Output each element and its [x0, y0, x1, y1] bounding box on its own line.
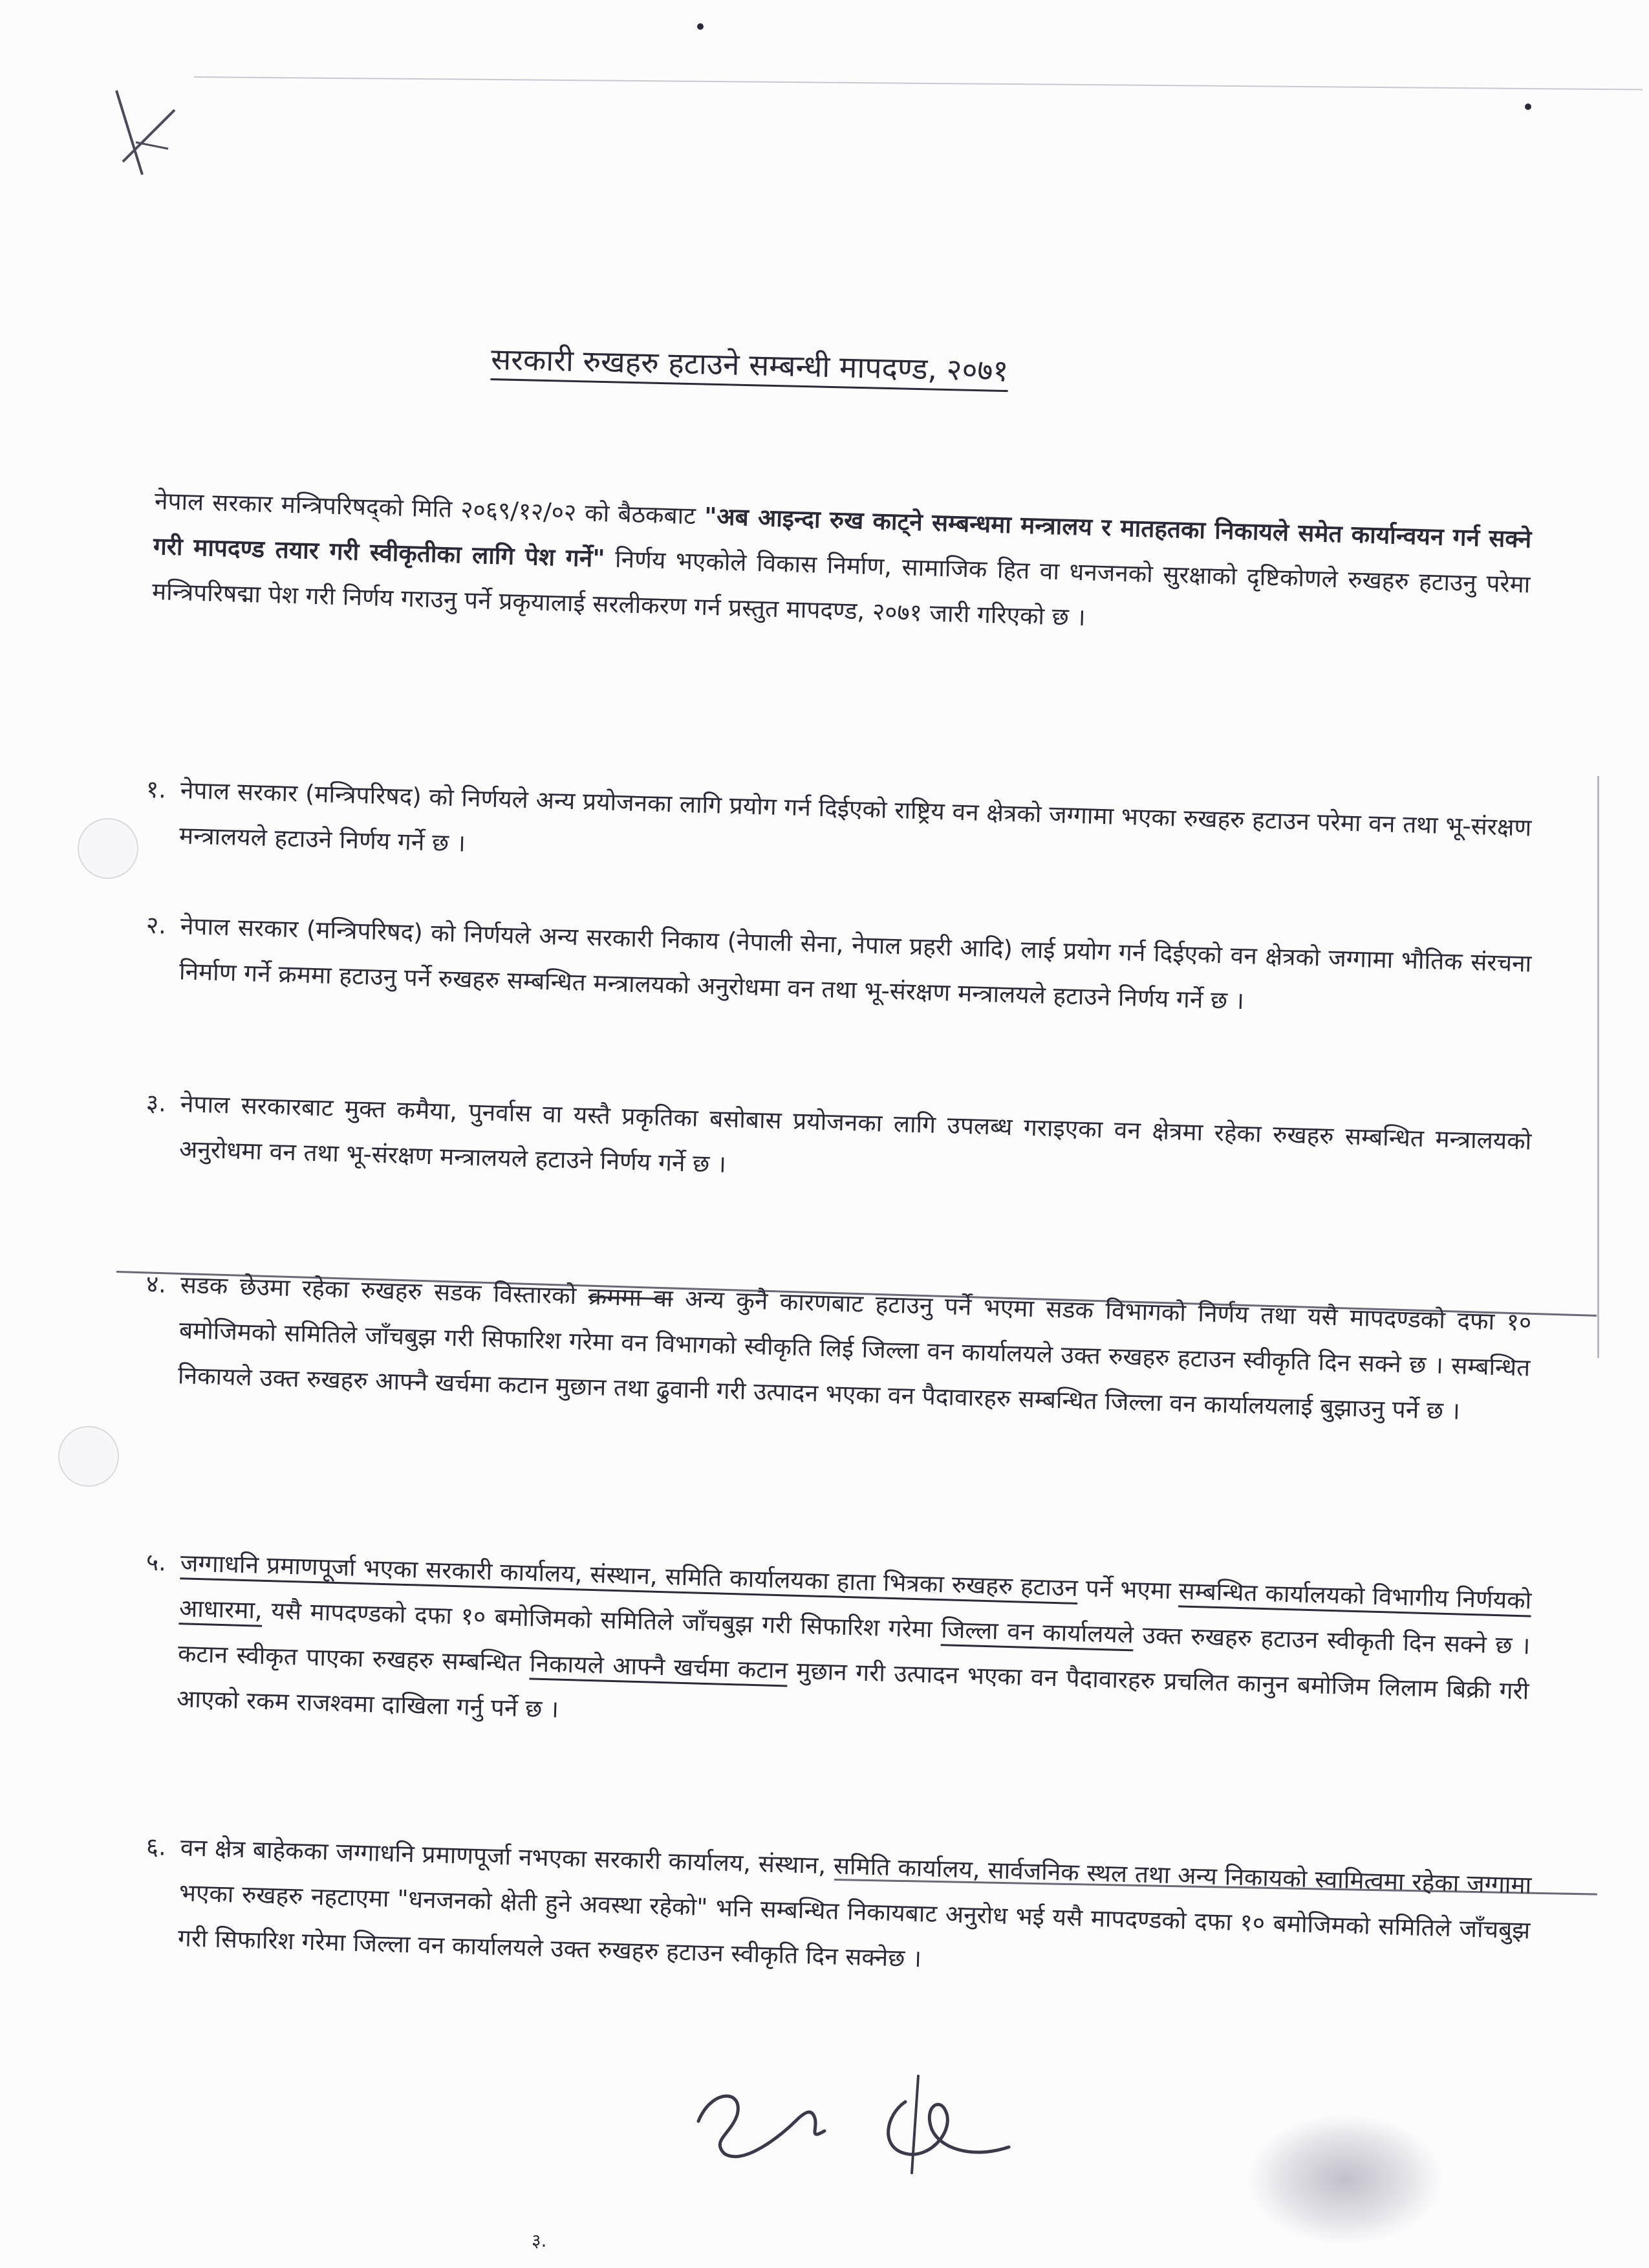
- list-item-text: वन क्षेत्र बाहेकका जग्गाधनि प्रमाणपूर्जा नभएका सरकारी कार्यालय, संस्थान, समिति कार्यालय, सार्वजनिक स्थल तथा अन्य निकायको स्वामित्वमा रहेका जग्गामा भएका रुखहरु नहटाएमा "धनजनको क्षेती हुने अवस्था रहेको" भनि सम्बन्धित निकायबाट अनुरोध भई यसै मापदण्डको दफा १० बमोजिमको समितिले जाँचबुझ गरी सिफारिश गरेमा जिल्ला वन कार्यालयले उक्त रुखहरु हटाउन स्वीकृति दिन सक्नेछ ।: [177, 1833, 1532, 1973]
- ink-dot: [697, 23, 704, 30]
- underlined-text: निकायले आफ्नै खर्चमा कटान: [529, 1649, 788, 1685]
- list-item: [125, 1824, 1532, 1999]
- punch-hole-mark: [58, 1426, 119, 1487]
- list-item-number: ६.: [146, 1832, 167, 1861]
- list-item-text-part: उक्त रुखहरु हटाउन स्वीकृती दिन सक्ने छ । कटान स्वीकृत पाएका रुखहरु सम्बन्धित: [177, 1621, 1531, 1678]
- list-item: [127, 766, 1532, 896]
- list-item-text-part: अन्य कुनै कारणबाट हटाउनु पर्ने भएमा सडक विभागको निर्णय तथा यसै मापदण्डको दफा १० बमोजिमको समितिले जाँचबुझ गरी सिफारिश गरेमा वन विभागको स्वीकृति लिई जिल्ला वन कार्यालयले उक्त रुखहरु हटाउन स्वीकृति दिन सक्ने छ । सम्बन्धित निकायले उक्त रुखहरु आफ्नै खर्चमा कटान मुछान तथा ढुवानी गरी उत्पादन भएका वन पैदावारहरु सम्बन्धित जिल्ला वन कार्यालयलाई बुझाउनु पर्ने छ ।: [177, 1284, 1532, 1425]
- underlined-text: सम्बन्धित कार्यालयको विभागीय निर्णयको आधारमा,: [178, 1577, 1532, 1625]
- document-title: सरकारी रुखहरु हटाउने सम्बन्धी मापदण्ड, २०७१: [490, 341, 1009, 389]
- list-item-number: ५.: [146, 1548, 167, 1577]
- corner-tick-mark: [103, 65, 194, 181]
- list-item-text-part: मुछान गरी उत्पादन भएका वन पैदावारहरु प्रचलित कानुन बमोजिम लिलाम बिक्री गरी आएको रकम राजश्वमा दाखिला गर्नु पर्ने छ ।: [176, 1656, 1529, 1723]
- intro-text-start: नेपाल सरकार मन्त्रिपरिषद्को मिति २०६९/१२/०२ को बैठकबाट: [154, 486, 705, 530]
- list-item-number: १.: [146, 775, 167, 804]
- intro-quoted-decision: "अब आइन्दा रुख काट्ने सम्बन्धमा मन्त्रालय र मातहतका निकायले समेत कार्यान्वयन गर्न सक्ने गरी मापदण्ड तयार गरी स्वीकृतीका लागि पेश गर्ने": [153, 502, 1532, 573]
- list-item: [127, 902, 1532, 1032]
- intro-paragraph: [151, 479, 1532, 653]
- list-item-text: [177, 1262, 1532, 1436]
- list-item-text: नेपाल सरकार (मन्त्रिपरिषद) को निर्णयले अन्य सरकारी निकाय (नेपाली सेना, नेपाल प्रहरी आदि) लाई प्रयोग गर्न दिईएको वन क्षेत्रको जग्गामा भौतिक संरचना निर्माण गर्ने क्रममा हटाउनु पर्ने रुखहरु सम्बन्धित मन्त्रालयको अनुरोधमा वन तथा भू-संरक्षण मन्त्रालयले हटाउने निर्णय गर्ने छ ।: [178, 912, 1532, 1015]
- handwritten-signatures: [685, 2063, 1048, 2179]
- scan-fold-line: [194, 76, 1643, 91]
- list-item-text: नेपाल सरकार (मन्त्रिपरिषद) को निर्णयले अन्य प्रयोजनका लागि प्रयोग गर्न दिईएको राष्ट्रिय वन क्षेत्रको जग्गामा भएका रुखहरु हटाउन परेमा वन तथा भू-संरक्षण मन्त्रालयले हटाउने निर्णय गर्ने छ ।: [178, 776, 1532, 858]
- page-number: ३.: [532, 2230, 547, 2251]
- underlined-text: जिल्ला वन कार्यालयले: [940, 1615, 1134, 1649]
- list-item-number: ३.: [146, 1088, 167, 1118]
- list-item-number: ४.: [146, 1269, 167, 1299]
- list-item: [127, 1080, 1532, 1210]
- underlined-text: जग्गाधनि प्रमाणपूर्जा भएका सरकारी कार्यालय, संस्थान, समिति कार्यालयका हाता भित्रका रुखहरु हटाउन: [180, 1549, 1079, 1602]
- list-item: [124, 1539, 1532, 1759]
- struck-out-text: क्रममा वा: [588, 1282, 674, 1313]
- list-item-text-part: पर्ने भएमा: [1077, 1573, 1180, 1605]
- list-item: [125, 1261, 1532, 1436]
- list-item-text: [176, 1540, 1532, 1759]
- list-item-text-part: यसै मापदण्डको दफा १० बमोजिमको समितिले जाँचबुझ गरी सिफारिश गरेमा: [262, 1596, 942, 1644]
- stamp-smudge: [1248, 2115, 1442, 2244]
- list-item-text-part: सडक छेउमा रहेका रुखहरु सडक विस्तारको: [180, 1271, 589, 1310]
- ink-dot: [1525, 103, 1531, 110]
- list-item-number: २.: [146, 911, 167, 940]
- list-item-text: नेपाल सरकारबाट मुक्त कमैया, पुनर्वास वा यस्तै प्रकृतिका बसोबास प्रयोजनका लागि उपलब्ध गराइएका वन क्षेत्रमा रहेका रुखहरु सम्बन्धित मन्त्रालयको अनुरोधमा वन तथा भू-संरक्षण मन्त्रालयले हटाउने निर्णय गर्ने छ ।: [178, 1090, 1532, 1178]
- intro-text-end: निर्णय भएकोले विकास निर्माण, सामाजिक हित वा धनजनको सुरक्षाको दृष्टिकोणले रुखहरु हटाउनु परेमा मन्त्रिपरिषद्मा पेश गरी निर्णय गराउनु पर्ने प्रकृयालाई सरलीकरण गर्न प्रस्तुत मापदण्ड, २०७१ जारी गरिएको छ ।: [151, 545, 1531, 632]
- margin-line: [1597, 776, 1599, 1358]
